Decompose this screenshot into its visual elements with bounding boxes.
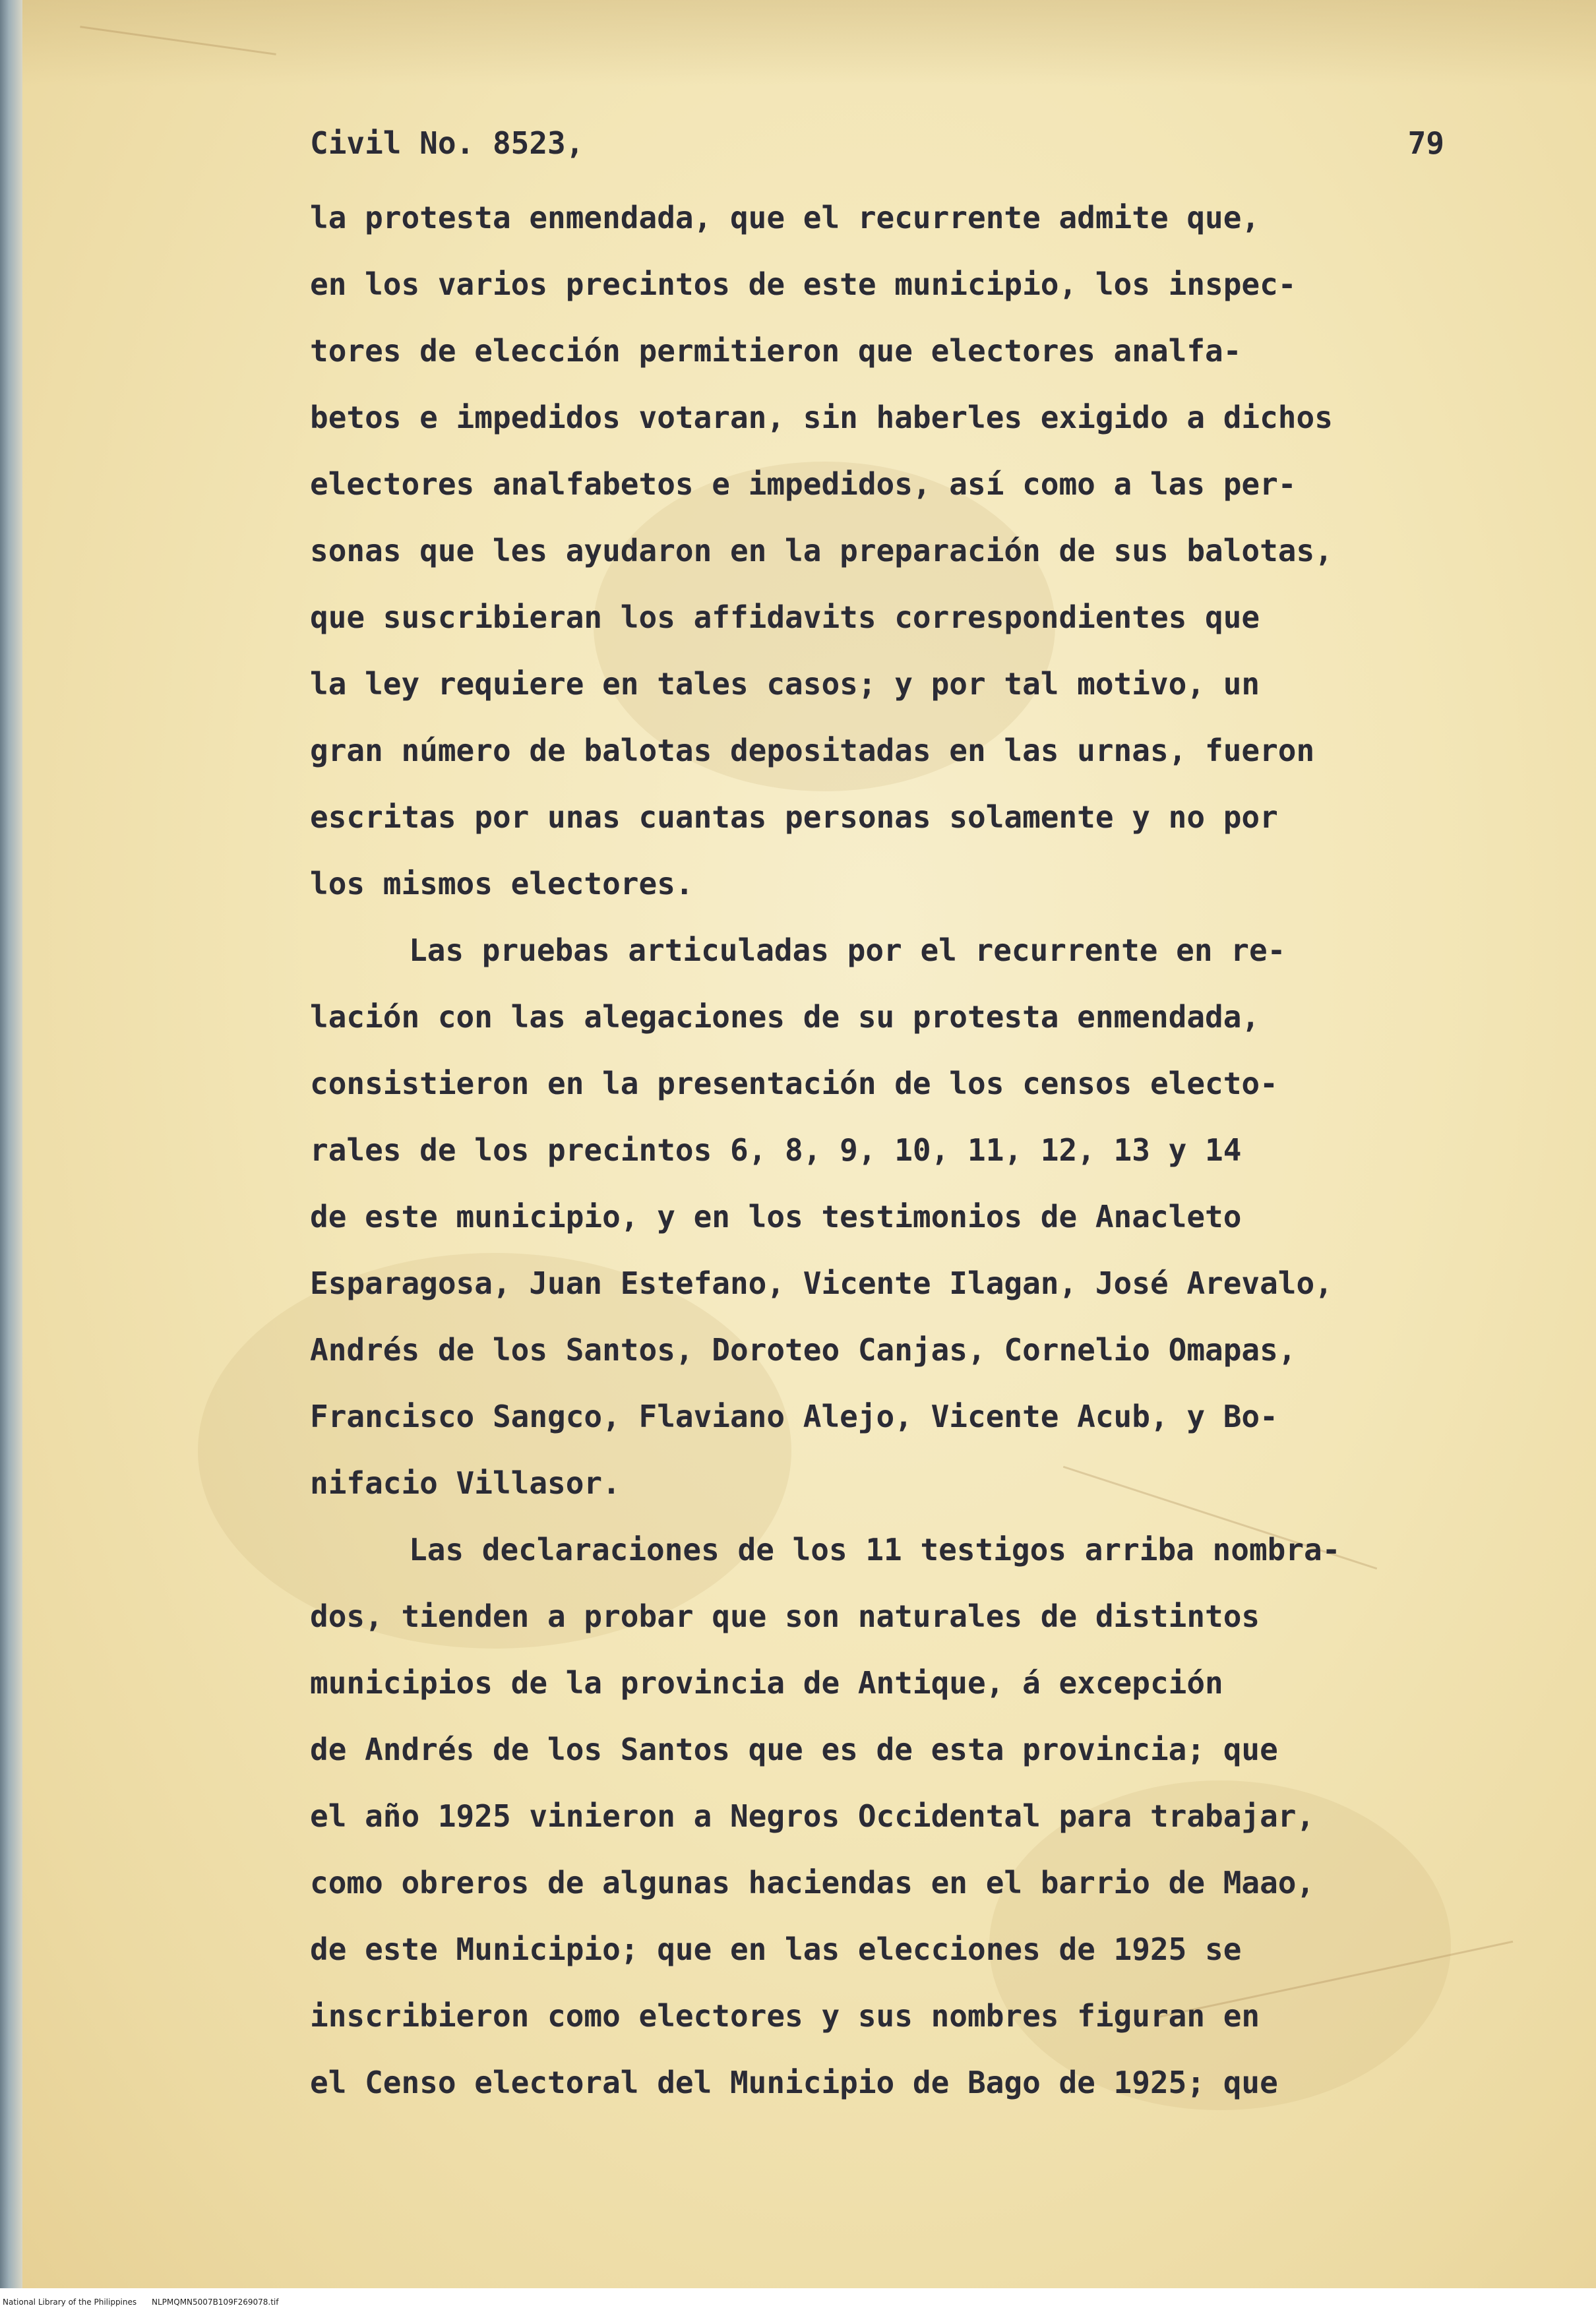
text-line: Esparagosa, Juan Estefano, Vicente Ilagan, José Arevalo,: [310, 1265, 1333, 1301]
text-line: rales de los precintos 6, 8, 9, 10, 11, 12, 13 y 14: [310, 1132, 1242, 1168]
text-line: gran número de balotas depositadas en las urnas, fueron: [310, 733, 1315, 768]
paper-shadow: [22, 0, 1596, 86]
typed-page: [310, 125, 1444, 2116]
file-id: NLPMQMN5007B109F269078.tif: [152, 2297, 279, 2307]
text-line: lación con las alegaciones de su protesta enmendada,: [310, 999, 1260, 1035]
text-line: electores analfabetos e impedidos, así como a las per-: [310, 466, 1297, 502]
archive-label: National Library of the Philippines: [3, 2297, 137, 2307]
text-line: nifacio Villasor.: [310, 1465, 621, 1501]
paragraph-start-line: Las pruebas articuladas por el recurrente en re-: [409, 932, 1286, 968]
text-line: escritas por unas cuantas personas solamente y no por: [310, 799, 1278, 835]
text-line: Francisco Sangco, Flaviano Alejo, Vicente Acub, y Bo-: [310, 1399, 1278, 1434]
text-line: tores de elección permitieron que electores analfa-: [310, 333, 1242, 369]
text-line: sonas que les ayudaron en la preparación de sus balotas,: [310, 533, 1333, 568]
page-header: [310, 125, 1444, 185]
text-line: el año 1925 vinieron a Negros Occidental para trabajar,: [310, 1798, 1315, 1834]
text-line: Andrés de los Santos, Doroteo Canjas, Cornelio Omapas,: [310, 1332, 1297, 1368]
case-number: Civil No. 8523,: [310, 125, 584, 161]
text-line: que suscribieran los affidavits correspondientes que: [310, 599, 1260, 635]
text-line: consistieron en la presentación de los censos electo-: [310, 1066, 1278, 1101]
text-line: municipios de la provincia de Antique, á excepción: [310, 1665, 1223, 1701]
text-line: de este Municipio; que en las elecciones de 1925 se: [310, 1931, 1242, 1967]
text-line: la ley requiere en tales casos; y por tal motivo, un: [310, 666, 1260, 702]
text-line: los mismos electores.: [310, 866, 694, 901]
text-line: de Andrés de los Santos que es de esta provincia; que: [310, 1732, 1278, 1767]
text-line: en los varios precintos de este municipio, los inspec-: [310, 266, 1297, 302]
text-line: inscribieron como electores y sus nombres figuran en: [310, 1998, 1260, 2034]
scan-footer: [0, 2288, 1596, 2310]
paragraph-start-line: Las declaraciones de los 11 testigos arriba nombra-: [409, 1532, 1341, 1567]
text-line: la protesta enmendada, que el recurrente admite que,: [310, 200, 1260, 235]
text-line: betos e impedidos votaran, sin haberles exigido a dichos: [310, 400, 1333, 435]
text-line: como obreros de algunas haciendas en el barrio de Maao,: [310, 1865, 1315, 1900]
text-line: dos, tienden a probar que son naturales de distintos: [310, 1598, 1260, 1634]
text-line: de este municipio, y en los testimonios de Anacleto: [310, 1199, 1242, 1234]
text-line: el Censo electoral del Municipio de Bago de 1925; que: [310, 2065, 1278, 2100]
scanner-edge: [0, 0, 22, 2310]
page-number: 79: [1407, 125, 1444, 161]
